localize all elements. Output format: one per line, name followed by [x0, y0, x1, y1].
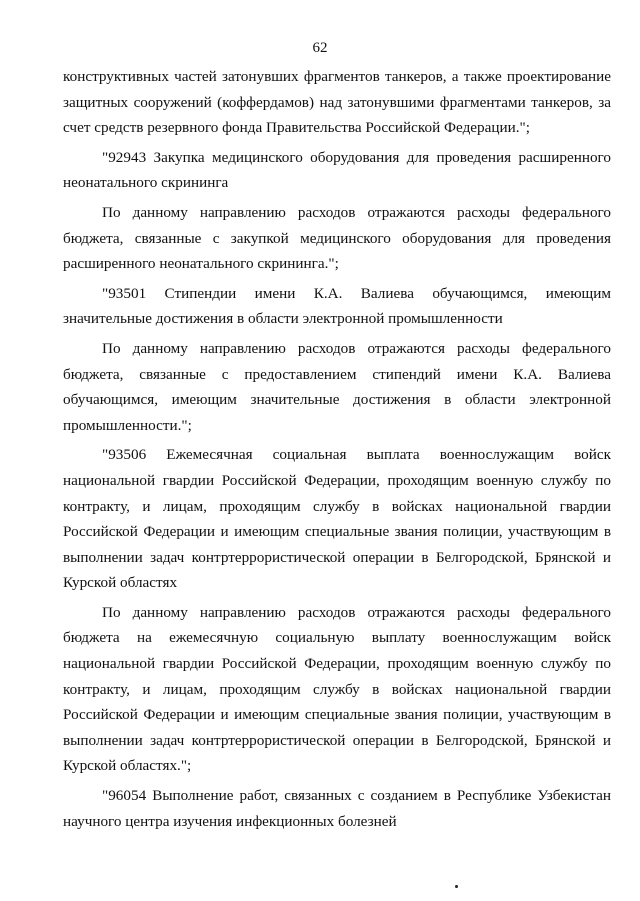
- paragraph-code-93501-heading: "93501 Стипендии имени К.А. Валиева обучающимся, имеющим значительные достижения в области электронной промышленности: [63, 284, 611, 328]
- page-number: 62: [312, 40, 328, 56]
- document-body: [63, 64, 611, 834]
- paragraph-code-93506-description: По данному направлению расходов отражаются расходы федерального бюджета на ежемесячную социальную выплату военнослужащим войск национальной гвардии Российской Федерации, проходящим военную службу по контракту, и лицам, проходящим службу в войсках национальной гвардии Российской Федерации и имеющим специальные звания полиции, участвующим в выполнении задач контртеррористической операции в Белгородской, Брянской и Курской областях.";: [63, 603, 611, 775]
- paragraph-continuation: конструктивных частей затонувших фрагментов танкеров, а также проектирование защитных сооружений (коффердамов) над затонувшими фрагментами танкеров, за счет средств резервного фонда Правительства Российской Федерации.";: [63, 68, 611, 137]
- scan-speck: [455, 885, 458, 888]
- paragraph-code-93506-heading: "93506 Ежемесячная социальная выплата военнослужащим войск национальной гвардии Российской Федерации, проходящим военную службу по контракту, и лицам, проходящим службу в войсках национальной гвардии Российской Федерации и имеющим специальные звания полиции, участвующим в выполнении задач контртеррористической операции в Белгородской, Брянской и Курской областях: [63, 446, 611, 592]
- paragraph-code-96054-heading: "96054 Выполнение работ, связанных с созданием в Республике Узбекистан научного центра изучения инфекционных болезней: [63, 787, 611, 830]
- paragraph-code-92943-heading: "92943 Закупка медицинского оборудования для проведения расширенного неонатального скрининга: [63, 148, 611, 192]
- paragraph-code-93501-description: По данному направлению расходов отражаются расходы федерального бюджета, связанные с предоставлением стипендий имени К.А. Валиева обучающимся, имеющим значительные достижения в области электронной промышленности.";: [63, 339, 611, 434]
- paragraph-code-92943-description: По данному направлению расходов отражаются расходы федерального бюджета, связанные с закупкой медицинского оборудования для проведения расширенного неонатального скрининга.";: [63, 203, 611, 273]
